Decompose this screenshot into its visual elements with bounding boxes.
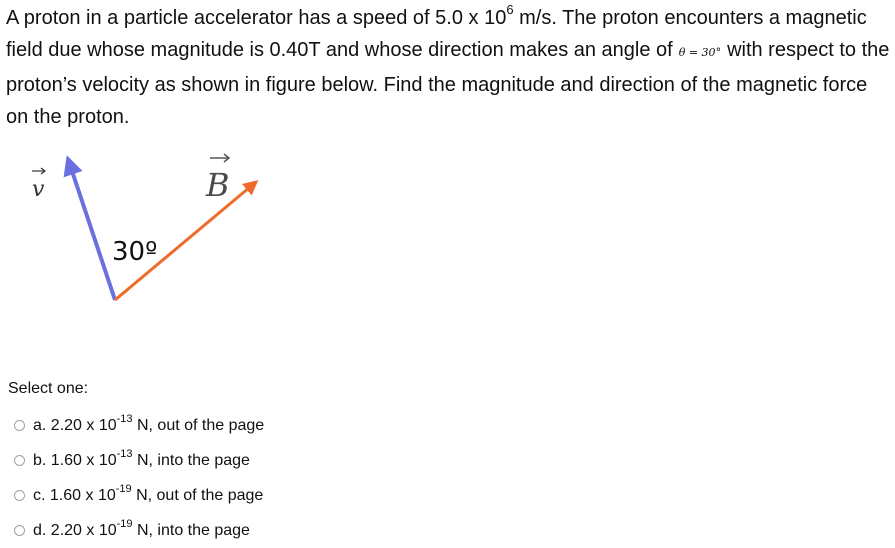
option-b-rest: N, into the page xyxy=(132,451,250,469)
option-d-letter: d. xyxy=(33,521,47,539)
option-d-text xyxy=(33,518,250,540)
answer-options xyxy=(14,408,264,548)
angle-label: 30º xyxy=(112,237,158,267)
option-c-exponent: -19 xyxy=(115,483,132,496)
select-one-label: Select one: xyxy=(8,380,89,397)
vector-diagram xyxy=(20,150,270,310)
option-c-text xyxy=(33,483,264,505)
option-a-letter: a. xyxy=(33,416,47,434)
velocity-vector xyxy=(68,159,115,300)
option-c-letter: c. xyxy=(33,486,46,504)
option-c-mantissa: 1.60 x 10 xyxy=(49,486,116,504)
v-label: v xyxy=(32,177,45,202)
question-part-1: A proton in a particle accelerator has a speed of 5.0 x 10 xyxy=(6,7,507,29)
question-part-3: with respect to the proton’s velocity as shown in figure below. Find the magnitude and direction of the magnetic force on the proton. xyxy=(6,39,890,128)
option-c-rest: N, out of the page xyxy=(131,486,264,504)
option-a-rest: N, out of the page xyxy=(132,416,265,434)
theta-equals: = 30 xyxy=(685,46,716,59)
theta-expression xyxy=(673,46,727,59)
speed-exponent: 6 xyxy=(506,2,514,18)
option-d-exponent: -19 xyxy=(116,518,133,531)
option-a-radio[interactable] xyxy=(14,420,25,431)
option-d-mantissa: 2.20 x 10 xyxy=(50,521,117,539)
option-b-radio[interactable] xyxy=(14,455,25,466)
option-b-exponent: -13 xyxy=(116,448,133,461)
theta-symbol: θ xyxy=(678,46,686,59)
option-b-mantissa: 1.60 x 10 xyxy=(50,451,117,469)
option-a-text xyxy=(33,413,265,435)
option-c[interactable] xyxy=(14,478,264,513)
option-b-letter: b. xyxy=(33,451,47,469)
option-d-rest: N, into the page xyxy=(132,521,250,539)
option-b-text xyxy=(33,448,250,470)
b-label: B xyxy=(206,166,230,204)
option-a-exponent: -13 xyxy=(116,413,133,426)
option-c-radio[interactable] xyxy=(14,490,25,501)
question-part-2: m/s. The proton encounters a magnetic field due whose magnitude is 0.40T and whose direction makes an angle of xyxy=(6,7,867,61)
option-d-radio[interactable] xyxy=(14,525,25,536)
option-a-mantissa: 2.20 x 10 xyxy=(50,416,117,434)
option-d[interactable] xyxy=(14,513,264,548)
question-text xyxy=(6,2,890,133)
theta-degree: ° xyxy=(715,46,722,59)
option-a[interactable] xyxy=(14,408,264,443)
option-b[interactable] xyxy=(14,443,264,478)
vector-figure xyxy=(20,150,270,310)
